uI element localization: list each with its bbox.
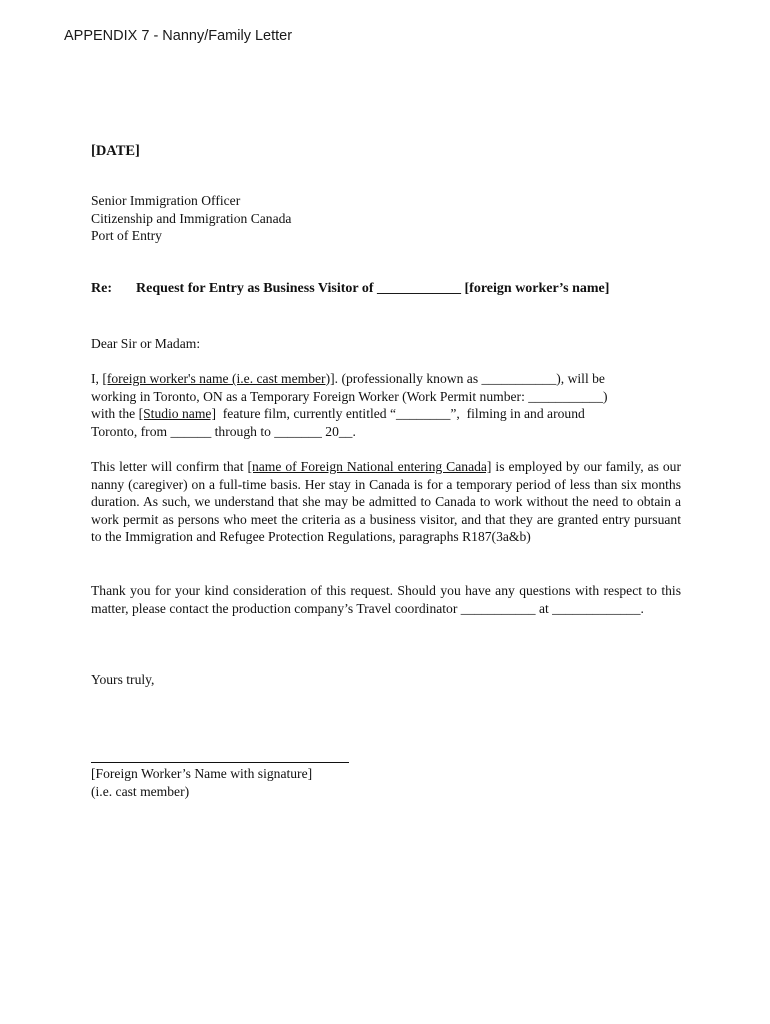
paragraph-1-line-3 xyxy=(91,405,681,423)
paragraph-1-line-1 xyxy=(91,370,681,388)
p1-text: feature film, currently entitled “________”, filming in and around xyxy=(215,406,585,421)
recipient-line-1: Senior Immigration Officer xyxy=(91,193,241,208)
p2-text: This letter will confirm that xyxy=(91,459,248,474)
signature-name: [Foreign Worker’s Name with signature] xyxy=(91,766,313,781)
p2-text: is employed by our family, as our nanny (caregiver) on a full-time basis. Her stay in Canada is for a temporary period of less than six months duration. As such, we understand that she may be admitted to Canada to work without the need to obtain a work permit as persons who meet the criteria as a business visitor, and that they are granted entry pursuant to the Immigration and Refugee Protection Regulations, paragraphs R187(3a&b) xyxy=(91,459,682,544)
subject-line xyxy=(91,281,609,297)
appendix-header: APPENDIX 7 - Nanny/Family Letter xyxy=(64,28,293,44)
paragraph-1-line-2: working in Toronto, ON as a Temporary Foreign Worker (Work Permit number: ___________) xyxy=(91,388,608,404)
foreign-national-placeholder: [name of Foreign National entering Canada] xyxy=(247,459,492,474)
subject-blank: ____________ xyxy=(377,281,462,296)
paragraph-2 xyxy=(91,458,681,546)
recipient-line-3: Port of Entry xyxy=(91,228,162,243)
signature-note: (i.e. cast member) xyxy=(91,783,190,799)
recipient-line-2: Citizenship and Immigration Canada xyxy=(91,210,292,226)
signature-line xyxy=(91,762,349,763)
paragraph-3: Thank you for your kind consideration of this request. Should you have any questions with respect to this matter, please contact the production company’s Travel coordinator ___________ at _____________. xyxy=(91,583,681,616)
paragraph-1-line-4: Toronto, from ______ through to _______ 20__. xyxy=(91,423,356,439)
subject-worker-name: [foreign worker’s name] xyxy=(461,281,610,296)
p1-text: I, xyxy=(91,371,103,386)
worker-name-placeholder: [foreign worker's name (i.e. cast member)] xyxy=(102,371,335,386)
subject-text: Request for Entry as Business Visitor of xyxy=(136,281,378,296)
salutation: Dear Sir or Madam: xyxy=(91,336,201,351)
letter-date: [DATE] xyxy=(91,143,140,159)
closing: Yours truly, xyxy=(91,672,155,687)
paragraph-1 xyxy=(91,370,681,440)
subject-label: Re: xyxy=(91,281,112,296)
signature-block xyxy=(91,765,681,800)
p1-text: . (professionally known as ___________), will be xyxy=(334,371,605,386)
recipient-address xyxy=(91,192,681,245)
p1-text: with the xyxy=(91,406,139,421)
studio-name-placeholder: [Studio name] xyxy=(138,406,216,421)
